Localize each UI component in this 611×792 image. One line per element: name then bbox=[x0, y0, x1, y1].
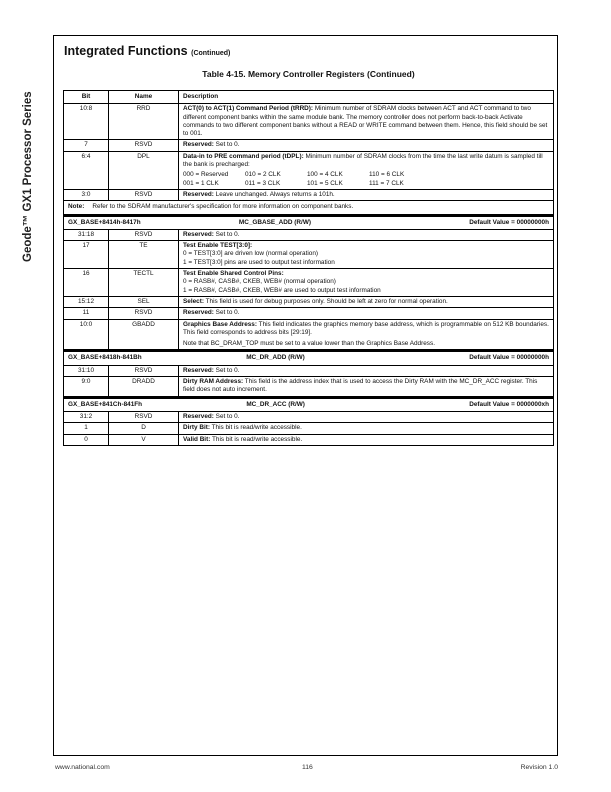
description-text: This field is used for debug purposes only. Should be left at zero for normal operation. bbox=[203, 297, 448, 305]
value-entry: 000 = Reserved bbox=[183, 171, 229, 179]
description-label: Test Enable TEST[3:0]: bbox=[183, 242, 253, 250]
description-text: Set to 0. bbox=[213, 230, 240, 238]
register-header-row bbox=[64, 397, 554, 411]
note-cell bbox=[64, 201, 554, 215]
description-text: Set to 0. bbox=[213, 412, 240, 420]
register-header-row bbox=[64, 215, 554, 229]
register-default: Default Value = 00000000h bbox=[469, 218, 549, 226]
description-label: Reserved: bbox=[183, 190, 214, 198]
description-label: Reserved: bbox=[183, 141, 214, 149]
register-name: MC_GBASE_ADD (R/W) bbox=[238, 218, 311, 226]
value-entry: 111 = 7 CLK bbox=[369, 179, 404, 187]
description-label: Reserved: bbox=[183, 366, 214, 374]
register-address: GX_BASE+8418h-841Bh bbox=[68, 354, 142, 362]
description-text: Minimum number of SDRAM clocks between ACT and ACT command to two different component banks within the same module bank. The memory controller does not perform back-to-back Activate commands to two different component banks without a READ or WRITE command between them. Hence, this field should be set to 001. bbox=[183, 105, 548, 138]
register-header bbox=[68, 354, 549, 362]
bit-cell: 17 bbox=[64, 241, 109, 269]
description-cell bbox=[179, 308, 554, 319]
bit-cell: 9:0 bbox=[64, 377, 109, 398]
name-cell: RSVD bbox=[109, 365, 179, 376]
description-text: Set to 0. bbox=[213, 366, 240, 374]
description-cell bbox=[179, 140, 554, 151]
name-cell: DRADD bbox=[109, 377, 179, 398]
table-row bbox=[64, 423, 554, 434]
description-label: Test Enable Shared Control Pins: bbox=[183, 270, 284, 278]
bit-cell: 10:8 bbox=[64, 104, 109, 140]
register-header bbox=[68, 401, 549, 409]
table-row bbox=[64, 269, 554, 297]
description-text: This bit is read/write accessible. bbox=[210, 435, 303, 443]
section-title-text: Integrated Functions bbox=[64, 44, 188, 58]
description-label: Reserved: bbox=[183, 309, 214, 317]
section-title bbox=[64, 44, 230, 58]
description-cell bbox=[179, 151, 554, 189]
bit-cell: 10:0 bbox=[64, 319, 109, 351]
name-cell: RSVD bbox=[109, 140, 179, 151]
description-text: This bit is read/write accessible. bbox=[209, 424, 302, 432]
bit-cell: 11 bbox=[64, 308, 109, 319]
register-default: Default Value = 0000000xh bbox=[469, 400, 549, 408]
value-entry: 100 = 4 CLK bbox=[307, 171, 343, 179]
bit-cell: 7 bbox=[64, 140, 109, 151]
description-cell bbox=[179, 377, 554, 398]
register-default: Default Value = 00000000h bbox=[469, 354, 549, 362]
name-cell: V bbox=[109, 434, 179, 445]
register-header-row bbox=[64, 351, 554, 365]
value-entry: 001 = 1 CLK bbox=[183, 179, 219, 187]
description-text: This field is the address index that is used to access the Dirty RAM with the MC_DR_ACC register. This field does not auto increment. bbox=[183, 378, 538, 394]
description-text: Set to 0. bbox=[213, 141, 240, 149]
description-cell bbox=[179, 411, 554, 422]
description-cell bbox=[179, 434, 554, 445]
name-cell: DPL bbox=[109, 151, 179, 189]
description-label: Data-in to PRE command period (tDPL): bbox=[183, 152, 304, 160]
description-cell bbox=[179, 423, 554, 434]
table-row bbox=[64, 140, 554, 151]
footer-page-number: 116 bbox=[302, 764, 313, 771]
section-continued: (Continued) bbox=[191, 50, 231, 57]
description-label: ACT(0) to ACT(1) Command Period (tRRD): bbox=[183, 105, 314, 113]
description-cell bbox=[179, 319, 554, 351]
description-cell bbox=[179, 189, 554, 200]
register-name: MC_DR_ADD (R/W) bbox=[246, 354, 305, 362]
description-cell bbox=[179, 241, 554, 269]
description-cell bbox=[179, 296, 554, 307]
bit-cell: 1 bbox=[64, 423, 109, 434]
description-note: Note that BC_DRAM_TOP must be set to a value lower than the Graphics Base Address. bbox=[183, 340, 435, 348]
description-label: Reserved: bbox=[183, 412, 214, 420]
table-row bbox=[64, 411, 554, 422]
description-text: Leave unchanged. Always returns a 101h. bbox=[213, 190, 335, 198]
description-label: Valid Bit: bbox=[183, 435, 211, 443]
table-row bbox=[64, 319, 554, 351]
side-series-title: Geode™ GX1 Processor Series bbox=[22, 91, 34, 262]
table-row bbox=[64, 434, 554, 445]
header-bit: Bit bbox=[64, 91, 109, 104]
name-cell: RRD bbox=[109, 104, 179, 140]
register-address: GX_BASE+841Ch-841Fh bbox=[68, 400, 143, 408]
name-cell: RSVD bbox=[109, 189, 179, 200]
name-cell: SEL bbox=[109, 296, 179, 307]
name-cell: RSVD bbox=[109, 308, 179, 319]
description-label: Select: bbox=[183, 297, 204, 305]
table-header-row bbox=[64, 91, 554, 104]
description-cell bbox=[179, 365, 554, 376]
description-label: Dirty RAM Address: bbox=[183, 378, 244, 386]
note-row bbox=[64, 201, 554, 215]
description-cell bbox=[179, 104, 554, 140]
name-cell: RSVD bbox=[109, 229, 179, 240]
description-text: Minimum number of SDRAM clocks from the time the last write datum is sampled till the bank is precharged: bbox=[183, 152, 543, 169]
bit-cell: 31:10 bbox=[64, 365, 109, 376]
description-line: 1 = RASB#, CASB#, CKEB, WEB# are used to output test information bbox=[183, 286, 381, 294]
bit-cell: 16 bbox=[64, 269, 109, 297]
table-row bbox=[64, 365, 554, 376]
note-label: Note: bbox=[68, 203, 85, 211]
value-grid bbox=[183, 171, 549, 188]
description-cell bbox=[179, 269, 554, 297]
header-name: Name bbox=[109, 91, 179, 104]
value-entry: 101 = 5 CLK bbox=[307, 179, 343, 187]
bit-cell: 3:0 bbox=[64, 189, 109, 200]
register-address: GX_BASE+8414h-8417h bbox=[68, 218, 141, 226]
description-label: Reserved: bbox=[183, 230, 214, 238]
table-title: Table 4-15. Memory Controller Registers (Continued) bbox=[202, 69, 415, 79]
footer-revision: Revision 1.0 bbox=[520, 764, 558, 771]
note-text: Refer to the SDRAM manufacturer's specification for more information on component banks. bbox=[92, 203, 354, 211]
footer-url: www.national.com bbox=[55, 764, 110, 771]
description-label: Graphics Base Address: bbox=[183, 320, 257, 328]
description-text: Set to 0. bbox=[213, 309, 240, 317]
bit-cell: 31:2 bbox=[64, 411, 109, 422]
register-name: MC_DR_ACC (R/W) bbox=[246, 400, 305, 408]
bit-cell: 31:18 bbox=[64, 229, 109, 240]
value-entry: 011 = 3 CLK bbox=[245, 179, 281, 187]
description-cell bbox=[179, 229, 554, 240]
bit-cell: 6:4 bbox=[64, 151, 109, 189]
table-row bbox=[64, 377, 554, 398]
register-header-cell bbox=[64, 397, 554, 411]
name-cell: TE bbox=[109, 241, 179, 269]
description-line: 0 = RASB#, CASB#, CKEB, WEB# (normal operation) bbox=[183, 278, 336, 286]
value-entry: 110 = 6 CLK bbox=[369, 171, 405, 179]
table-row bbox=[64, 151, 554, 189]
register-header-cell bbox=[64, 215, 554, 229]
value-entry: 010 = 2 CLK bbox=[245, 171, 281, 179]
description-line: 1 = TEST[3:0] pins are used to output test information bbox=[183, 258, 335, 266]
table-row bbox=[64, 241, 554, 269]
bit-cell: 15:12 bbox=[64, 296, 109, 307]
register-header bbox=[68, 219, 549, 227]
description-line: 0 = TEST[3:0] are driven low (normal operation) bbox=[183, 250, 319, 258]
table-row bbox=[64, 308, 554, 319]
header-description: Description bbox=[179, 91, 554, 104]
register-table bbox=[63, 90, 554, 446]
name-cell: GBADD bbox=[109, 319, 179, 351]
bit-cell: 0 bbox=[64, 434, 109, 445]
table-row bbox=[64, 189, 554, 200]
register-header-cell bbox=[64, 351, 554, 365]
table-row bbox=[64, 229, 554, 240]
name-cell: D bbox=[109, 423, 179, 434]
table-row bbox=[64, 296, 554, 307]
name-cell: TECTL bbox=[109, 269, 179, 297]
description-text: This field indicates the graphics memory base address, which is programmable on 512 KB boundaries. This field corresponds to address bits [29:19]. bbox=[183, 320, 549, 336]
description-label: Dirty Bit: bbox=[183, 424, 210, 432]
name-cell: RSVD bbox=[109, 411, 179, 422]
table-row bbox=[64, 104, 554, 140]
